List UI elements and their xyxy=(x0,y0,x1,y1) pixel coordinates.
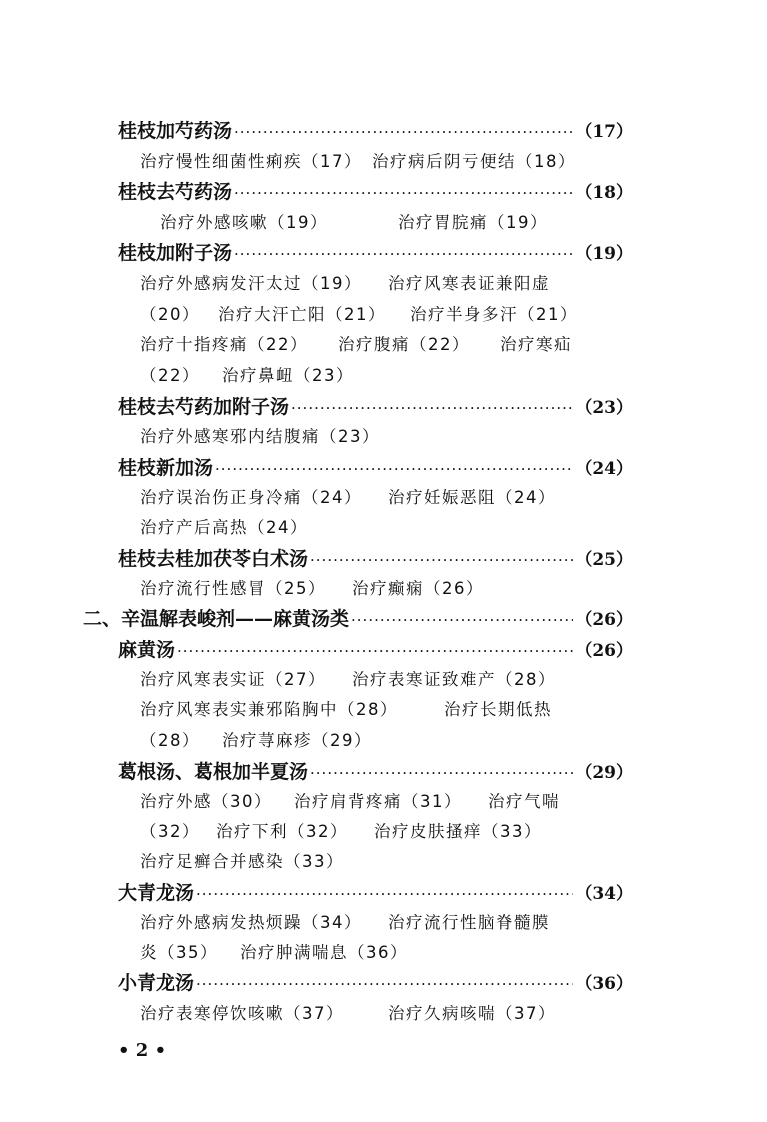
sub-entry xyxy=(140,1000,556,1024)
sub-item: 炎（35） xyxy=(140,943,218,962)
entry-page: （34） xyxy=(575,884,633,904)
sub-item: 治疗气喘 xyxy=(488,792,560,811)
sub-item: 治疗妊娠恶阻（24） xyxy=(388,488,556,507)
leader-dots xyxy=(234,184,573,202)
entry-page: （36） xyxy=(575,974,633,994)
sub-entry xyxy=(140,939,408,963)
sub-item: 治疗肿满喘息（36） xyxy=(240,943,408,962)
sub-item: 治疗风寒表实证（27） xyxy=(140,670,326,689)
toc-entry xyxy=(118,544,633,571)
sub-entry xyxy=(140,848,344,872)
sub-entry xyxy=(140,484,556,508)
sub-entry xyxy=(140,666,556,690)
sub-item: 治疗外感咳嗽（19） xyxy=(160,213,328,232)
leader-dots xyxy=(310,764,573,782)
toc-entry xyxy=(118,116,633,143)
sub-item: 治疗长期低热 xyxy=(444,700,552,719)
section-title: 二、辛温解表峻剂——麻黄汤类 xyxy=(83,608,350,630)
sub-item: 治疗皮肤搔痒（33） xyxy=(374,822,542,841)
sub-item: 治疗大汗亡阳（21） xyxy=(218,305,386,324)
toc-entry xyxy=(118,238,633,265)
sub-item: 治疗鼻衄（23） xyxy=(222,366,354,385)
page-number: • 2 • xyxy=(118,1040,167,1061)
entry-page: （17） xyxy=(575,122,633,142)
sub-item: 治疗外感（30） xyxy=(140,792,272,811)
sub-entry xyxy=(140,575,484,599)
entry-title: 桂枝去芍药加附子汤 xyxy=(118,396,290,418)
sub-item: 治疗半身多汗（21） xyxy=(410,305,578,324)
entry-page: （29） xyxy=(575,763,633,783)
sub-entry xyxy=(140,788,560,812)
sub-item: 治疗足癣合并感染（33） xyxy=(140,852,344,871)
sub-item: （28） xyxy=(140,731,200,750)
sub-entry xyxy=(140,909,550,933)
sub-entry xyxy=(140,818,542,842)
sub-item: （22） xyxy=(140,366,200,385)
sub-item: 治疗误治伤正身冷痛（24） xyxy=(140,488,362,507)
sub-entry xyxy=(140,514,308,538)
sub-item: 治疗产后高热（24） xyxy=(140,518,308,537)
sub-item: 治疗十指疼痛（22） xyxy=(140,335,308,354)
sub-item: 治疗外感寒邪内结腹痛（23） xyxy=(140,427,380,446)
leader-dots xyxy=(234,245,573,263)
leader-dots xyxy=(234,123,573,141)
entry-page: （18） xyxy=(575,183,633,203)
toc-entry xyxy=(118,635,633,662)
sub-item: 治疗久病咳喘（37） xyxy=(388,1004,556,1023)
sub-item: 治疗流行性感冒（25） xyxy=(140,579,326,598)
sub-entry xyxy=(140,331,572,355)
leader-dots xyxy=(310,551,573,569)
sub-item: 治疗表寒证致难产（28） xyxy=(352,670,556,689)
sub-item: （32） xyxy=(140,822,200,841)
entry-page: （26） xyxy=(575,610,633,630)
sub-entry xyxy=(140,148,576,172)
leader-dots xyxy=(177,642,573,660)
sub-item: 治疗腹痛（22） xyxy=(338,335,470,354)
sub-entry xyxy=(140,423,380,447)
sub-item: 治疗荨麻疹（29） xyxy=(222,731,372,750)
entry-page: （24） xyxy=(575,459,633,479)
entry-title: 桂枝加芍药汤 xyxy=(118,120,233,142)
leader-dots xyxy=(291,399,573,417)
toc-entry xyxy=(118,757,633,784)
sub-entry xyxy=(140,362,354,386)
toc-entry xyxy=(118,453,633,480)
sub-entry xyxy=(160,209,548,233)
sub-item: 治疗病后阴亏便结（18） xyxy=(372,152,576,171)
entry-title: 大青龙汤 xyxy=(118,882,195,904)
sub-entry xyxy=(140,301,578,325)
sub-item: 治疗肩背疼痛（31） xyxy=(294,792,462,811)
entry-page: （25） xyxy=(575,550,633,570)
entry-page: （26） xyxy=(575,641,633,661)
toc-entry xyxy=(118,177,633,204)
sub-item: 治疗寒疝 xyxy=(500,335,572,354)
sub-entry xyxy=(140,696,552,720)
entry-title: 小青龙汤 xyxy=(118,972,195,994)
sub-item: 治疗风寒表证兼阳虚 xyxy=(388,274,550,293)
leader-dots xyxy=(215,460,573,478)
section-heading xyxy=(83,604,633,631)
sub-item: 治疗慢性细菌性痢疾（17） xyxy=(140,152,362,171)
sub-item: 治疗流行性脑脊髓膜 xyxy=(388,913,550,932)
entry-title: 葛根汤、葛根加半夏汤 xyxy=(118,761,309,783)
sub-item: 治疗外感病发热烦躁（34） xyxy=(140,913,362,932)
sub-entry xyxy=(140,270,550,294)
sub-item: 治疗下利（32） xyxy=(216,822,348,841)
toc-entry xyxy=(118,878,633,905)
entry-page: （23） xyxy=(575,398,633,418)
entry-title: 麻黄汤 xyxy=(118,639,176,661)
toc-entry xyxy=(118,968,633,995)
leader-dots xyxy=(196,975,573,993)
entry-title: 桂枝去芍药汤 xyxy=(118,181,233,203)
entry-title: 桂枝去桂加茯苓白术汤 xyxy=(118,548,309,570)
sub-item: 治疗表寒停饮咳嗽（37） xyxy=(140,1004,344,1023)
leader-dots xyxy=(351,611,573,629)
entry-page: （19） xyxy=(575,244,633,264)
sub-entry xyxy=(140,727,372,751)
toc-entry xyxy=(118,392,633,419)
sub-item: 治疗胃脘痛（19） xyxy=(398,213,548,232)
leader-dots xyxy=(196,885,573,903)
sub-item: 治疗外感病发汗太过（19） xyxy=(140,274,362,293)
sub-item: 治疗风寒表实兼邪陷胸中（28） xyxy=(140,700,398,719)
entry-title: 桂枝加附子汤 xyxy=(118,242,233,264)
sub-item: （20） xyxy=(140,305,200,324)
entry-title: 桂枝新加汤 xyxy=(118,457,214,479)
sub-item: 治疗癫痫（26） xyxy=(352,579,484,598)
